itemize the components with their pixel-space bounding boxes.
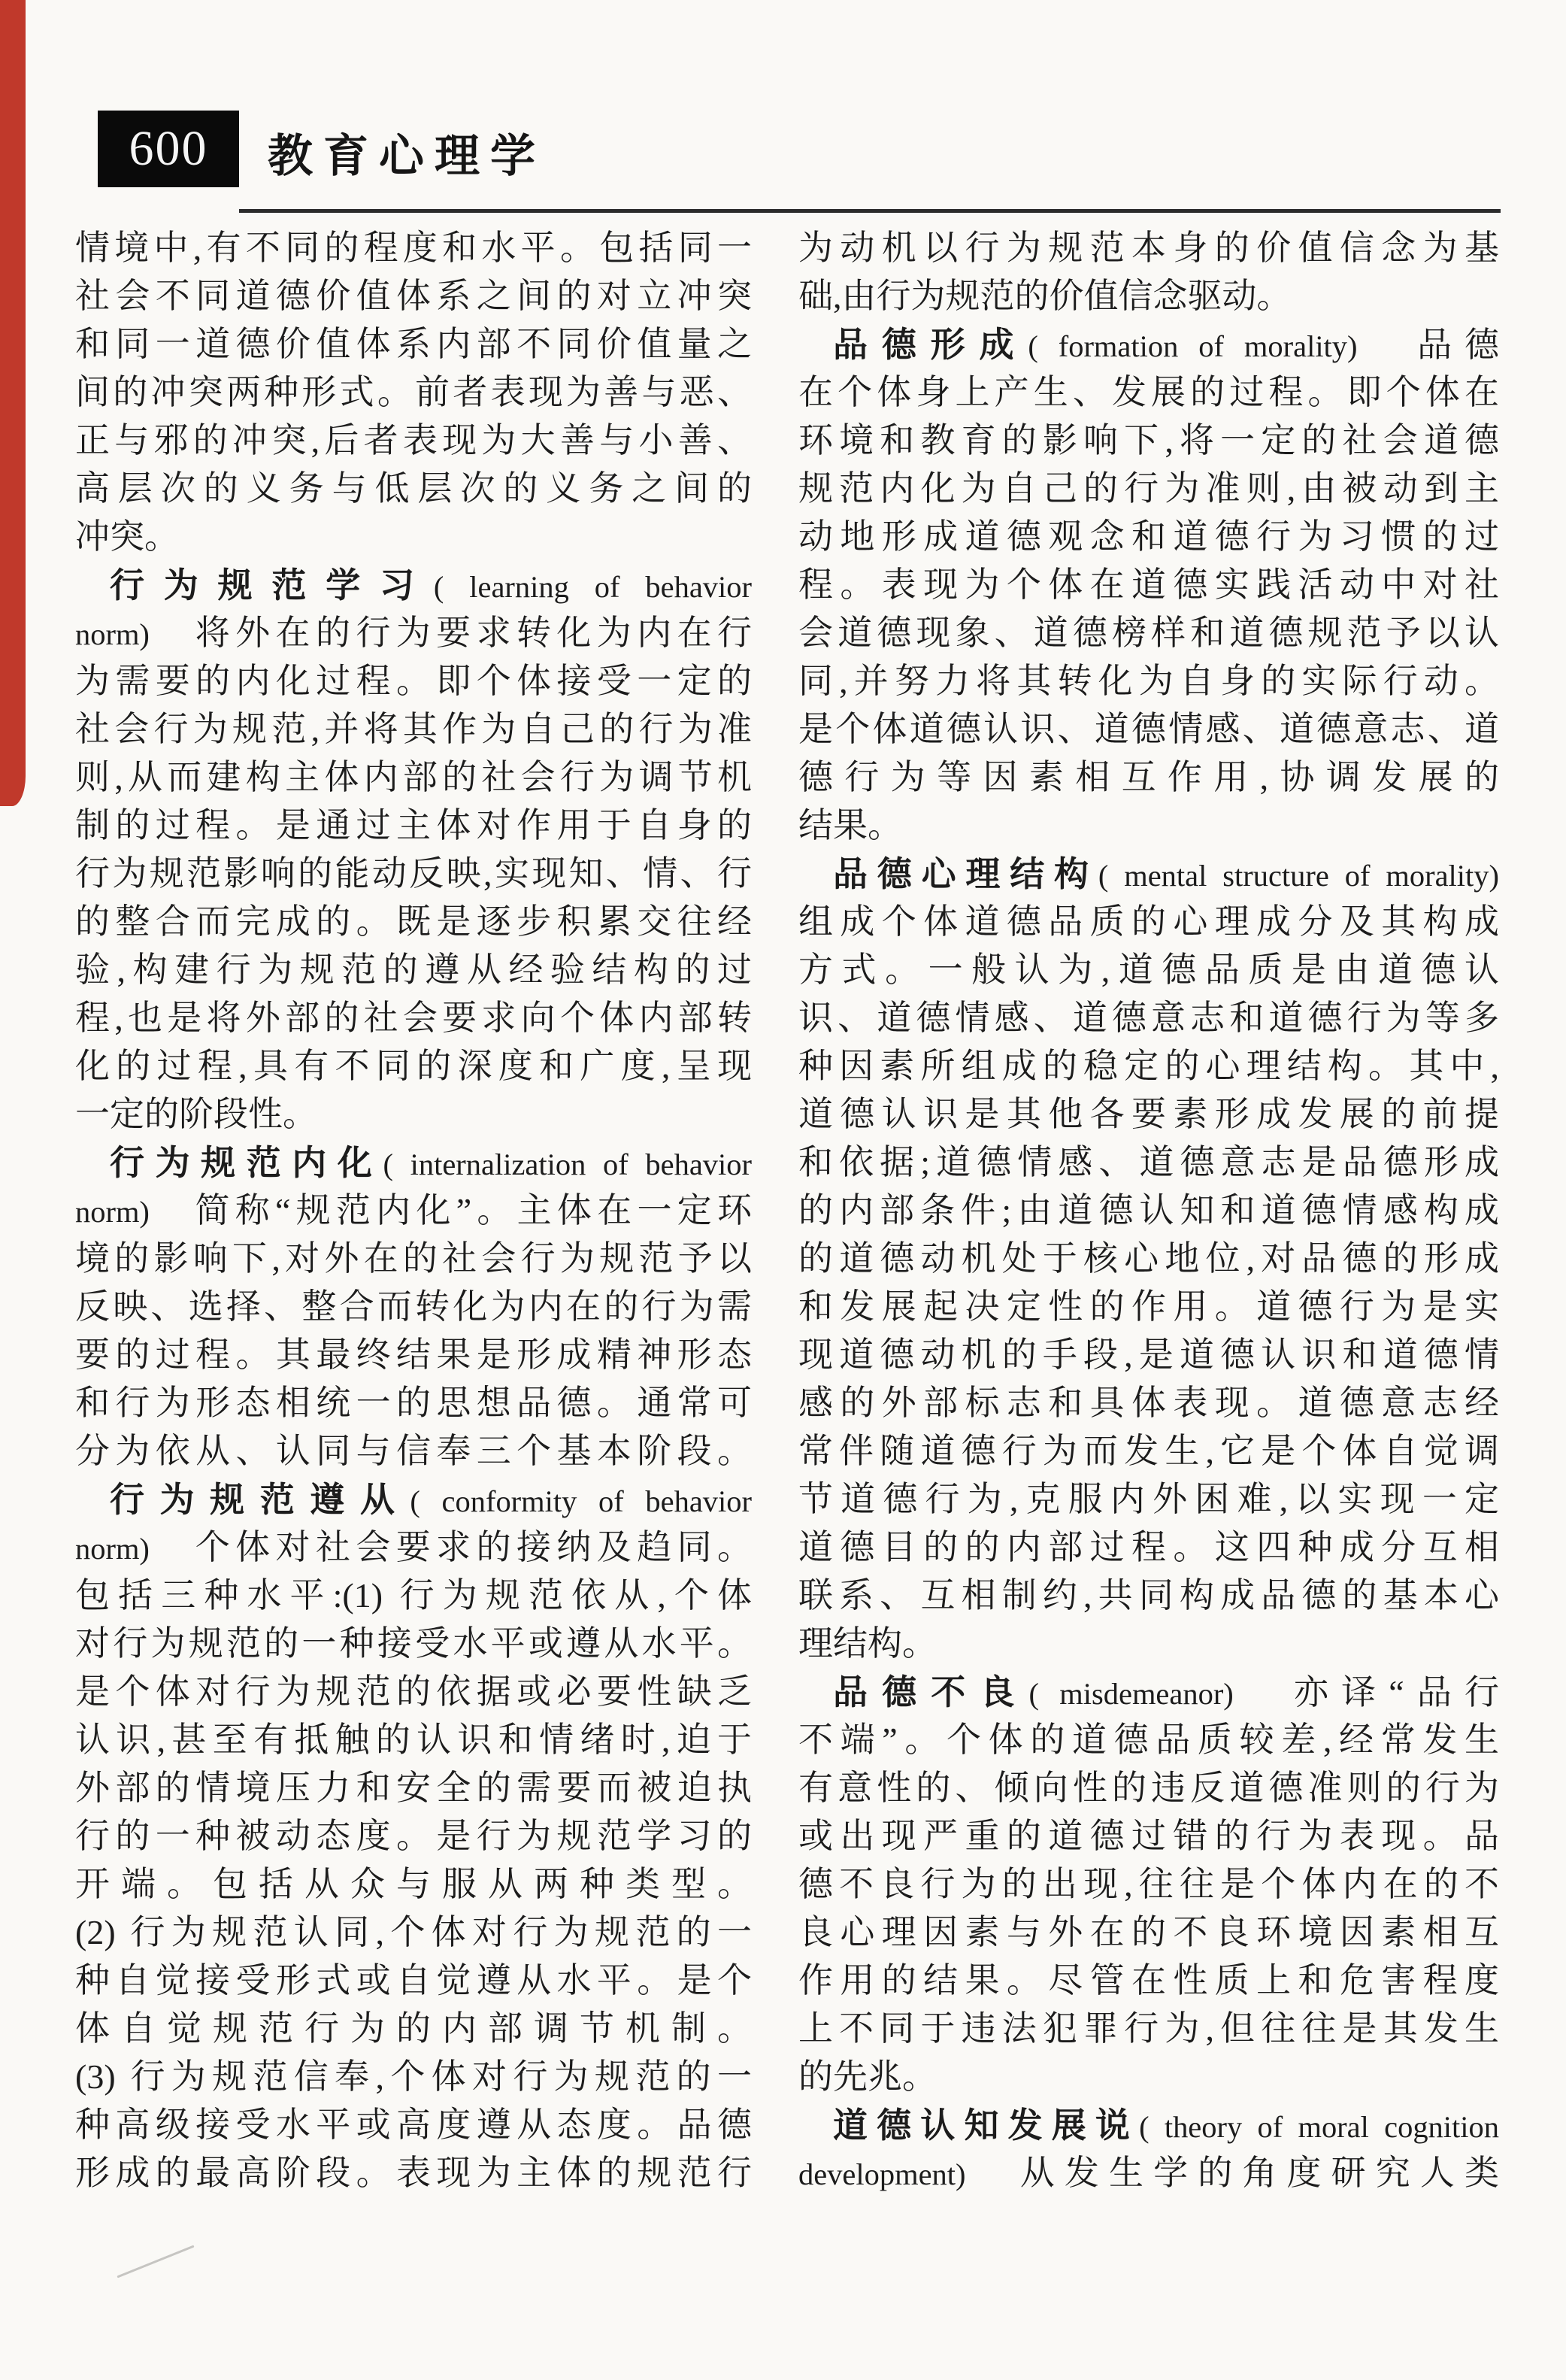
- entry-headword: 行为规范学习: [110, 565, 434, 605]
- body-text: 道德认识是其他各要素形成发展的前提: [798, 1095, 1499, 1133]
- body-text: 情境中,有不同的程度和水平。包括同一: [75, 229, 752, 267]
- body-text: 种高级接受水平或高度遵从态度。品德: [75, 2106, 752, 2144]
- english-term: ( theory of moral cognition: [1139, 2110, 1499, 2144]
- text-line: [75, 2053, 752, 2101]
- text-line: [798, 561, 1499, 609]
- text-line: [798, 1331, 1499, 1379]
- body-text: 的整合而完成的。既是逐步积累交往经: [75, 902, 752, 941]
- text-line: [798, 1716, 1499, 1764]
- text-line: [75, 320, 752, 368]
- body-text: 则,从而建构主体内部的社会行为调节机: [75, 758, 752, 796]
- text-line: [75, 2005, 752, 2053]
- entry-headword: 道德认知发展说: [833, 2106, 1140, 2145]
- body-text: 程,也是将外部的社会要求向个体内部转: [75, 999, 752, 1037]
- book-spine-edge: [0, 0, 26, 806]
- text-line: [798, 1620, 1499, 1668]
- text-line: [75, 1042, 752, 1090]
- text-line: [75, 1909, 752, 1957]
- text-line: [798, 1957, 1499, 2005]
- text-line: [75, 1475, 752, 1524]
- text-line: [798, 1909, 1499, 1957]
- body-text: 将外在的行为要求转化为内在行: [149, 614, 752, 652]
- body-text: 础,由行为规范的价值信念驱动。: [798, 277, 1292, 315]
- text-line: [798, 898, 1499, 946]
- body-text: 种自觉接受形式或自觉遵从水平。是个: [75, 1961, 752, 2000]
- text-line: [75, 1283, 752, 1331]
- body-text: 和行为形态相统一的思想品德。通常可: [75, 1384, 752, 1422]
- text-line: [75, 753, 752, 802]
- body-text: 品德: [1357, 326, 1499, 364]
- text-line: [75, 1764, 752, 1812]
- text-line: [798, 609, 1499, 657]
- body-text: 要的过程。其最终结果是形成精神形态: [75, 1336, 752, 1374]
- text-line: [75, 705, 752, 753]
- entry-headword: 品德形成: [833, 325, 1028, 364]
- text-line: [798, 465, 1499, 513]
- body-text: 为动机以行为规范本身的价值信念为基: [798, 229, 1499, 267]
- english-term: norm): [75, 1195, 150, 1229]
- text-line: [798, 802, 1499, 850]
- text-line: [798, 1187, 1499, 1235]
- text-line: [798, 1427, 1499, 1475]
- body-text: 种因素所组成的稳定的心理结构。其中,: [798, 1047, 1499, 1085]
- body-text: 不端”。个体的道德品质较差,经常发生: [798, 1721, 1499, 1759]
- english-term: ( misdemeanor): [1028, 1677, 1234, 1711]
- text-line: [75, 224, 752, 272]
- text-column-right: [798, 224, 1499, 2197]
- entry-headword: 品德心理结构: [833, 854, 1098, 893]
- body-text: 同,并努力将其转化为自身的实际行动。: [798, 662, 1499, 700]
- body-text: 是个体道德认识、道德情感、道德意志、道: [798, 710, 1499, 748]
- body-text: 动地形成道德观念和道德行为习惯的过: [798, 517, 1499, 556]
- text-line: [798, 1860, 1499, 1909]
- text-line: [798, 1524, 1499, 1572]
- body-text: 冲突。: [75, 517, 179, 556]
- text-line: [798, 753, 1499, 802]
- english-term: ( internalization of behavior: [383, 1148, 752, 1181]
- text-line: [798, 2101, 1499, 2149]
- body-text: 对行为规范的一种接受水平或遵从水平。: [75, 1624, 752, 1663]
- text-line: [75, 1331, 752, 1379]
- body-text: 的道德动机处于核心地位,对品德的形成: [798, 1239, 1499, 1278]
- body-text: 常伴随道德行为而发生,它是个体自觉调: [798, 1432, 1499, 1470]
- body-text: 外部的情境压力和安全的需要而被迫执: [75, 1769, 752, 1807]
- body-text: 亦译“品行: [1233, 1673, 1499, 1711]
- body-text: 包括三种水平:(1) 行为规范依从,个体: [75, 1576, 752, 1614]
- text-line: [75, 2101, 752, 2149]
- text-line: [798, 1764, 1499, 1812]
- body-text: 从发生学的角度研究人类: [965, 2154, 1499, 2192]
- body-text: 形成的最高阶段。表现为主体的规范行: [75, 2154, 752, 2192]
- body-text: 制的过程。是通过主体对作用于自身的: [75, 806, 752, 844]
- body-text: 感的外部标志和具体表现。道德意志经: [798, 1384, 1499, 1422]
- body-text: 化的过程,具有不同的深度和广度,呈现: [75, 1047, 752, 1085]
- text-line: [798, 1379, 1499, 1427]
- body-text: 行为规范影响的能动反映,实现知、情、行: [75, 854, 752, 893]
- body-text: 反映、选择、整合而转化为内在的行为需: [75, 1287, 752, 1326]
- text-line: [798, 1138, 1499, 1187]
- text-line: [798, 224, 1499, 272]
- body-text: 认识,甚至有抵触的认识和情绪时,迫于: [75, 1721, 753, 1759]
- body-text: 节道德行为,克服内外困难,以实现一定: [798, 1480, 1499, 1518]
- body-text: 道德目的的内部过程。这四种成分互相: [798, 1528, 1499, 1566]
- body-text: 或出现严重的道德过错的行为表现。品: [798, 1817, 1499, 1855]
- text-line: [798, 1235, 1499, 1283]
- text-line: [798, 2149, 1499, 2197]
- text-line: [75, 994, 752, 1042]
- body-text: 为需要的内化过程。即个体接受一定的: [75, 662, 752, 700]
- text-line: [798, 657, 1499, 705]
- body-text: 社会行为规范,并将其作为自己的行为准: [75, 710, 752, 748]
- text-line: [75, 1187, 752, 1235]
- body-text: 开端。包括从众与服从两种类型。: [75, 1865, 752, 1903]
- english-term: ( learning of behavior: [433, 570, 752, 604]
- header-divider-rule: [239, 209, 1501, 213]
- body-text: 验,构建行为规范的遵从经验结构的过: [75, 950, 752, 989]
- text-line: [798, 368, 1499, 417]
- body-text: 体自觉规范行为的内部调节机制。: [75, 2009, 752, 2048]
- text-line: [75, 1090, 752, 1138]
- body-text: 环境和教育的影响下,将一定的社会道德: [798, 421, 1499, 459]
- body-text: 联系、互相制约,共同构成品德的基本心: [798, 1576, 1499, 1614]
- body-text: 德行为等因素相互作用,协调发展的: [798, 758, 1499, 796]
- body-text: 会道德现象、道德榜样和道德规范予以认: [798, 614, 1499, 652]
- body-text: (3) 行为规范信奉,个体对行为规范的一: [75, 2057, 752, 2096]
- body-text: 和同一道德价值体系内部不同价值量之: [75, 325, 752, 363]
- text-line: [75, 898, 752, 946]
- running-head-title: 教育心理学: [268, 132, 546, 181]
- body-text: 个体对社会要求的接纳及趋同。: [149, 1528, 752, 1566]
- body-text: 现道德动机的手段,是道德认识和道德情: [798, 1336, 1499, 1374]
- text-column-left: [75, 224, 752, 2197]
- body-text: 是个体对行为规范的依据或必要性缺乏: [75, 1672, 752, 1711]
- text-line: [798, 1812, 1499, 1860]
- text-line: [75, 561, 752, 609]
- text-line: [75, 1379, 752, 1427]
- text-line: [75, 417, 752, 465]
- text-line: [75, 946, 752, 994]
- text-line: [798, 1572, 1499, 1620]
- text-line: [798, 417, 1499, 465]
- text-line: [75, 272, 752, 320]
- text-line: [75, 1138, 752, 1187]
- body-text: 的先兆。: [798, 2057, 937, 2096]
- english-term: norm): [75, 617, 150, 651]
- body-text: 的内部条件;由道德认知和道德情感构成: [798, 1191, 1499, 1229]
- text-line: [75, 609, 752, 657]
- body-text: 程。表现为个体在道德实践活动中对社: [798, 565, 1499, 604]
- body-text: 和发展起决定性的作用。道德行为是实: [798, 1287, 1499, 1326]
- page-number-box: [98, 111, 239, 187]
- english-term: ( formation of morality): [1028, 329, 1358, 363]
- body-text: 和依据;道德情感、道德意志是品德形成: [798, 1143, 1499, 1181]
- text-line: [798, 705, 1499, 753]
- english-term: development): [798, 2157, 966, 2191]
- pencil-scratch-mark: [117, 2245, 194, 2278]
- text-line: [75, 1716, 752, 1764]
- text-line: [75, 1572, 752, 1620]
- text-line: [75, 802, 752, 850]
- body-text: 组成个体道德品质的心理成分及其构成: [798, 902, 1499, 941]
- body-text: 境的影响下,对外在的社会行为规范予以: [75, 1239, 752, 1278]
- text-line: [798, 2005, 1499, 2053]
- body-text: 良心理因素与外在的不良环境因素相互: [798, 1913, 1499, 1951]
- body-text: 理结构。: [798, 1624, 937, 1663]
- text-line: [798, 850, 1499, 898]
- body-text: 方式。一般认为,道德品质是由道德认: [798, 950, 1499, 989]
- text-line: [798, 272, 1499, 320]
- text-line: [75, 1668, 752, 1716]
- text-line: [75, 1524, 752, 1572]
- english-term: ( mental structure of morality): [1098, 859, 1499, 893]
- body-text: 结果。: [798, 806, 902, 844]
- text-line: [798, 1090, 1499, 1138]
- body-text: 社会不同道德价值体系之间的对立冲突: [75, 277, 752, 315]
- text-line: [798, 1475, 1499, 1524]
- body-text: 规范内化为自己的行为准则,由被动到主: [798, 469, 1499, 508]
- english-term: ( conformity of behavior: [410, 1484, 752, 1518]
- body-text: 德不良行为的出现,往往是个体内在的不: [798, 1865, 1499, 1903]
- text-line: [798, 513, 1499, 561]
- text-line: [75, 1860, 752, 1909]
- entry-headword: 品德不良: [833, 1672, 1029, 1711]
- body-text: 在个体身上产生、发展的过程。即个体在: [798, 373, 1499, 411]
- body-text: (2) 行为规范认同,个体对行为规范的一: [75, 1913, 752, 1951]
- body-text: 作用的结果。尽管在性质上和危害程度: [798, 1961, 1499, 2000]
- text-line: [75, 1427, 752, 1475]
- body-text: 正与邪的冲突,后者表现为大善与小善、: [75, 421, 752, 459]
- text-line: [798, 1283, 1499, 1331]
- text-line: [75, 465, 752, 513]
- entry-headword: 行为规范遵从: [110, 1480, 410, 1519]
- text-line: [75, 657, 752, 705]
- body-text: 一定的阶段性。: [75, 1095, 317, 1133]
- text-line: [798, 2053, 1499, 2101]
- entry-headword: 行为规范内化: [110, 1143, 383, 1182]
- body-text: 有意性的、倾向性的违反道德准则的行为: [798, 1769, 1499, 1807]
- body-text: 上不同于违法犯罪行为,但往往是其发生: [798, 2009, 1499, 2048]
- text-line: [75, 1235, 752, 1283]
- text-line: [75, 850, 752, 898]
- text-line: [798, 994, 1499, 1042]
- text-line: [798, 1668, 1499, 1716]
- text-line: [75, 1620, 752, 1668]
- body-text: 间的冲突两种形式。前者表现为善与恶、: [75, 373, 752, 411]
- body-text: 高层次的义务与低层次的义务之间的: [75, 469, 752, 508]
- text-line: [75, 513, 752, 561]
- text-line: [75, 1957, 752, 2005]
- text-line: [798, 1042, 1499, 1090]
- text-line: [798, 320, 1499, 368]
- body-text: 识、道德情感、道德意志和道德行为等多: [798, 999, 1499, 1037]
- page-number: 600: [129, 121, 208, 176]
- body-text: 分为依从、认同与信奉三个基本阶段。: [75, 1432, 752, 1470]
- text-line: [75, 1812, 752, 1860]
- text-line: [75, 368, 752, 417]
- body-text: 简称“规范内化”。主体在一定环: [149, 1191, 752, 1229]
- text-line: [798, 946, 1499, 994]
- text-line: [75, 2149, 752, 2197]
- body-text: 行的一种被动态度。是行为规范学习的: [75, 1817, 752, 1855]
- english-term: norm): [75, 1532, 150, 1566]
